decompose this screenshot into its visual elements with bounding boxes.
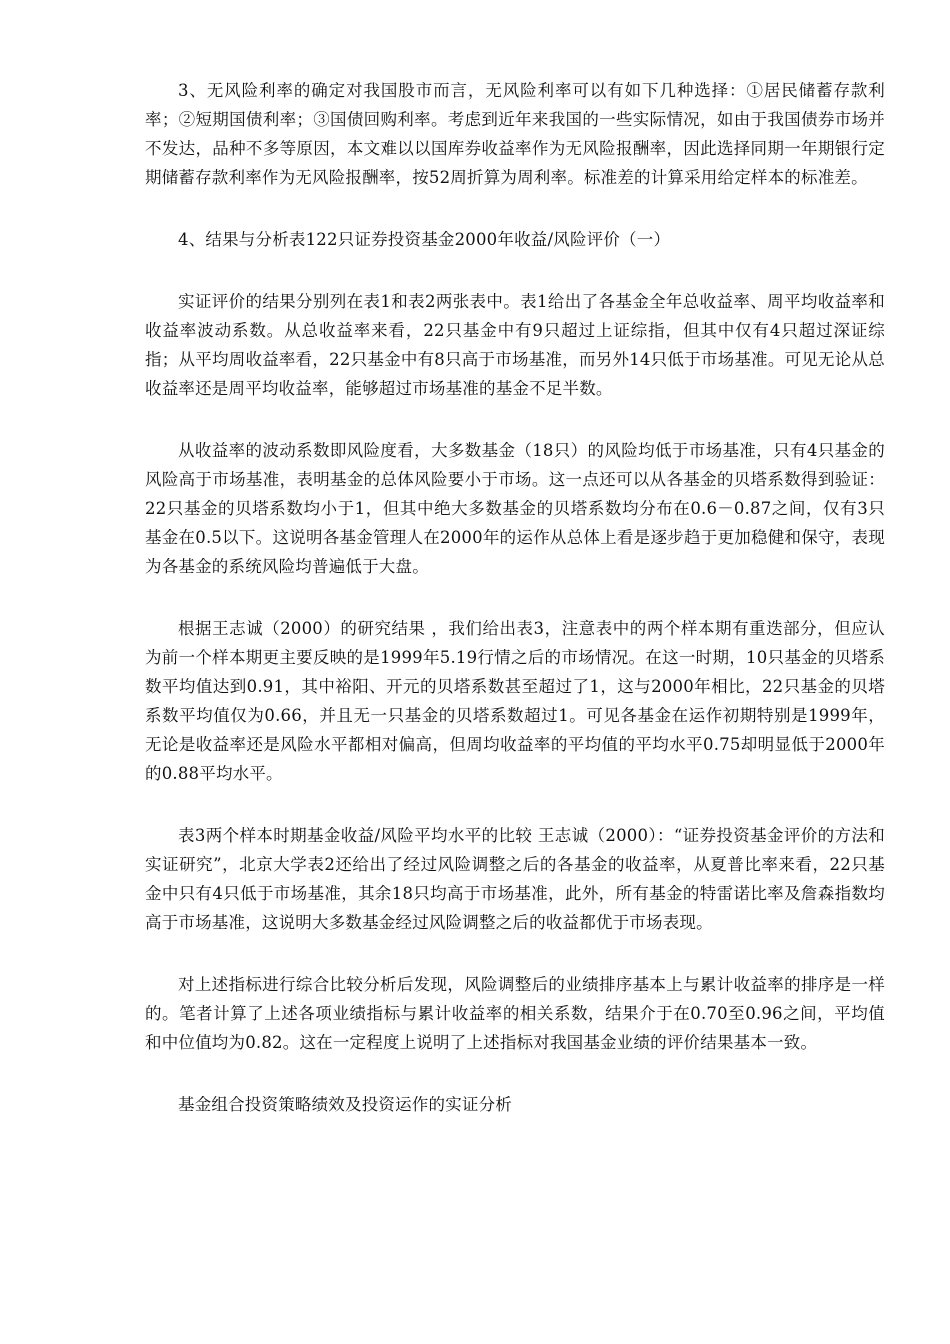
paragraph-volatility: 从收益率的波动系数即风险度看，大多数基金（18只）的风险均低于市场基准，只有4只基金的风险高于市场基准，表明基金的总体风险要小于市场。这一点还可以从各基金的贝塔系数得到验证：22只基金的贝塔系数均小于1，但其中绝大多数基金的贝塔系数均分布在0.6－0.87之间，仅有3只基金在0.5以下。这说明各基金管理人在2000年的运作从总体上看是逐步趋于更加稳健和保守，表现为各基金的系统风险均普遍低于大盘。: [145, 441, 885, 576]
section-heading-portfolio: 基金组合投资策略绩效及投资运作的实证分析: [178, 1095, 512, 1114]
paragraph-risk-free-rate: 3、无风险利率的确定对我国股市而言，无风险利率可以有如下几种选择：①居民储蓄存款利率；②短期国债利率；③国债回购利率。考虑到近年来我国的一些实际情况，如由于我国债券市场并不发达，品种不多等原因，本文难以以国库券收益率作为无风险报酬率，因此选择同期一年期银行定期储蓄存款利率作为无风险报酬率，按52周折算为周利率。标准差的计算采用给定样本的标准差。: [145, 81, 885, 187]
paragraph-correlation: 对上述指标进行综合比较分析后发现，风险调整后的业绩排序基本上与累计收益率的排序是一样的。笔者计算了上述各项业绩指标与累计收益率的相关系数，结果介于在0.70至0.96之间，平均值和中位值均为0.82。这在一定程度上说明了上述指标对我国基金业绩的评价结果基本一致。: [145, 975, 885, 1052]
section-heading-results: 4、结果与分析表122只证券投资基金2000年收益/风险评价（一）: [178, 230, 671, 249]
paragraph-risk-adjusted: 表3两个样本时期基金收益/风险平均水平的比较 王志诚（2000）：“证券投资基金评价的方法和实证研究”，北京大学表2还给出了经过风险调整之后的各基金的收益率，从夏普比率来看，22只基金中只有4只低于市场基准，其余18只均高于市场基准，此外，所有基金的特雷诺比率及詹森指数均高于市场基准，这说明大多数基金经过风险调整之后的收益都优于市场表现。: [145, 826, 885, 932]
document-body: [145, 76, 885, 1152]
paragraph-beta-comparison: 根据王志诚（2000）的研究结果 ，我们给出表3，注意表中的两个样本期有重迭部分，但应认为前一个样本期更主要反映的是1999年5.19行情之后的市场情况。在这一时期，10只基金的贝塔系数平均值达到0.91，其中裕阳、开元的贝塔系数甚至超过了1，这与2000年相比，22只基金的贝塔系数平均值仅为0.66，并且无一只基金的贝塔系数超过1。可见各基金在运作初期特别是1999年，无论是收益率还是风险水平都相对偏高，但周均收益率的平均值的平均水平0.75却明显低于2000年的0.88平均水平。: [145, 619, 885, 783]
paragraph-empirical-results: 实证评价的结果分别列在表1和表2两张表中。表1给出了各基金全年总收益率、周平均收益率和收益率波动系数。从总收益率来看，22只基金中有9只超过上证综指，但其中仅有4只超过深证综指；从平均周收益率看，22只基金中有8只高于市场基准，而另外14只低于市场基准。可见无论从总收益率还是周平均收益率，能够超过市场基准的基金不足半数。: [145, 292, 885, 398]
